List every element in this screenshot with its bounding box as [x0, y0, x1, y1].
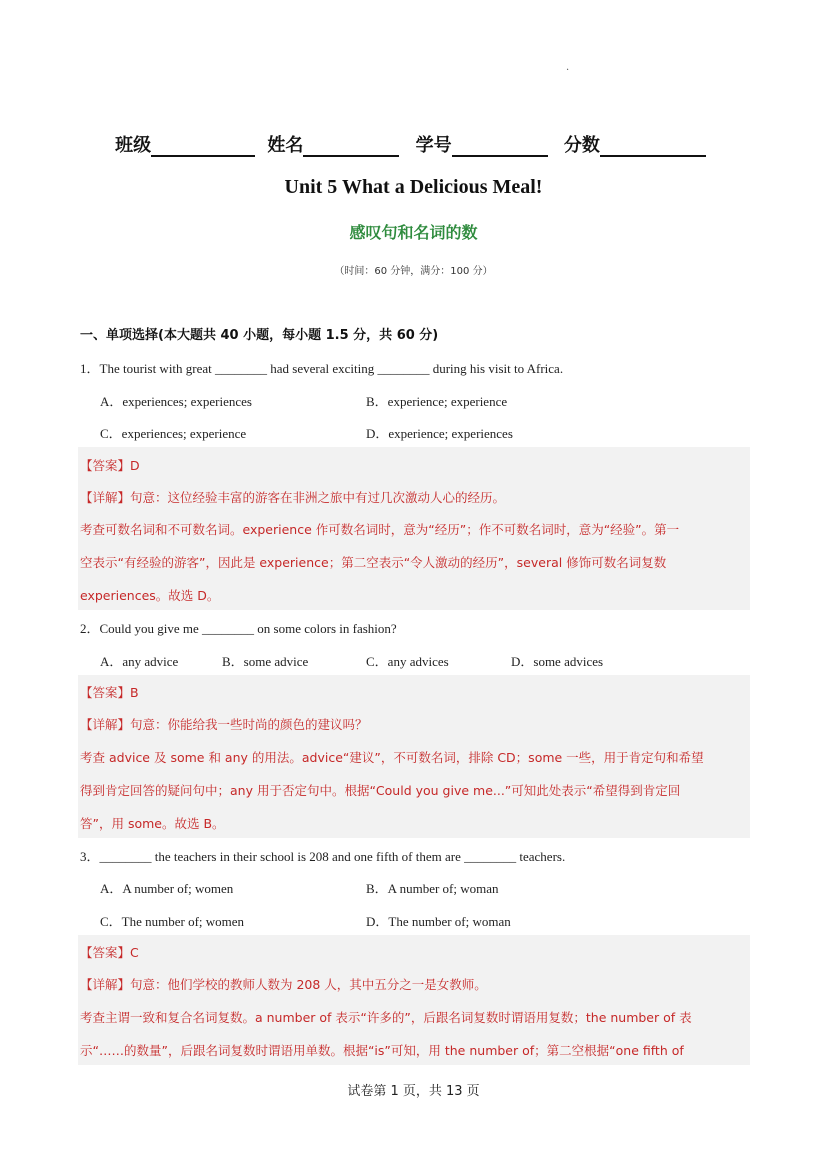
question-1-option-b[interactable]: B．experience; experience [366, 394, 508, 409]
question-3-option-b[interactable]: B．A number of; woman [366, 881, 499, 896]
question-1-answer: 【答案】D [80, 458, 140, 473]
question-1-option-c[interactable]: C．experiences; experience [100, 426, 247, 441]
question-3-detail-line: 考查主谓一致和复合名词复数。a number of 表示“许多的”，后跟名词复数时谓语用复数；the number of 表 [80, 1010, 692, 1025]
student-id-label: 学号 [415, 135, 452, 156]
question-2-detail-line: 得到肯定回答的疑问句中；any 用于否定句中。根据“Could you give me...”可知此处表示“希望得到肯定回 [80, 783, 681, 798]
page-footer: 试卷第 1 页，共 13 页 [347, 1084, 480, 1099]
question-2-detail-line: 考查 advice 及 some 和 any 的用法。advice“建议”，不可数名词，排除 CD；some 一些，用于肯定句和希望 [80, 750, 704, 765]
question-2-detail-line: 【详解】句意：你能给我一些时尚的颜色的建议吗？ [80, 717, 368, 732]
question-1-option-a[interactable]: A．experiences; experiences [100, 394, 252, 409]
question-2-detail-line: 答”，用 some。故选 B。 [80, 816, 225, 831]
question-3-option-a[interactable]: A．A number of; women [100, 881, 234, 896]
question-3-option-d[interactable]: D．The number of; woman [366, 914, 511, 929]
question-2-option-d[interactable]: D．some advices [511, 654, 604, 669]
score-blank[interactable] [600, 135, 706, 157]
section-heading: 一、单项选择(本大题共 40 小题，每小题 1.5 分，共 60 分) [80, 328, 439, 343]
class-blank[interactable] [151, 135, 255, 157]
corner-dot: . [566, 62, 570, 73]
question-1-text: 1．The tourist with great ________ had several exciting ________ during his visit to Africa. [80, 361, 564, 376]
question-3-text: 3．________ the teachers in their school is 208 and one fifth of them are ________ teachers. [80, 849, 566, 864]
question-2-text: 2．Could you give me ________ on some colors in fashion? [80, 621, 397, 636]
name-label: 姓名 [267, 135, 304, 156]
page-title: Unit 5 What a Delicious Meal! [284, 176, 543, 198]
student-id-blank[interactable] [452, 135, 548, 157]
name-blank[interactable] [303, 135, 399, 157]
question-1-detail-line: 空表示“有经验的游客”，因此是 experience；第二空表示“令人激动的经历”，several 修饰可数名词复数 [80, 555, 667, 570]
question-3-answer: 【答案】C [80, 945, 139, 960]
question-1-detail-line: experiences。故选 D。 [80, 588, 220, 603]
question-3-detail-line: 示“……的数量”，后跟名词复数时谓语用单数。根据“is”可知，用 the number of；第二空根据“one fifth of [80, 1043, 684, 1058]
time-info: （时间：60 分钟，满分：100 分） [334, 266, 493, 277]
question-2-option-c[interactable]: C．any advices [366, 654, 449, 669]
question-3-detail-line: 【详解】句意：他们学校的教师人数为 208 人，其中五分之一是女教师。 [80, 977, 487, 992]
question-1-option-d[interactable]: D．experience; experiences [366, 426, 513, 441]
question-2-answer: 【答案】B [80, 685, 139, 700]
question-1-detail-line: 考查可数名词和不可数名词。experience 作可数名词时，意为“经历”；作不可数名词时，意为“经验”。第一 [80, 522, 680, 537]
page-subtitle: 感叹句和名词的数 [349, 223, 478, 242]
question-2-option-a[interactable]: A．any advice [100, 654, 179, 669]
class-label: 班级 [115, 135, 152, 156]
question-1-detail-line: 【详解】句意：这位经验丰富的游客在非洲之旅中有过几次激动人心的经历。 [80, 490, 506, 505]
score-label: 分数 [563, 135, 600, 156]
student-info-line [0, 131, 827, 157]
question-2-option-b[interactable]: B．some advice [222, 654, 309, 669]
question-3-option-c[interactable]: C．The number of; women [100, 914, 245, 929]
